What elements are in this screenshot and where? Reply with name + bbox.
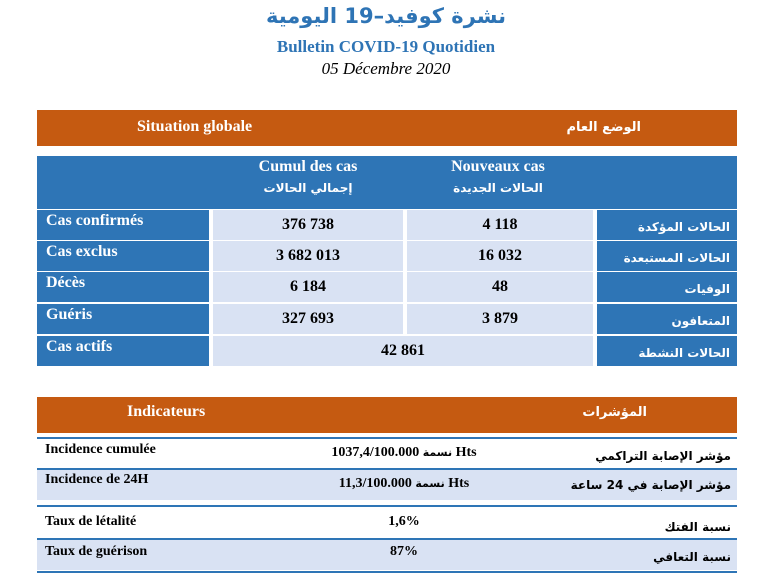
cumul-value: 3 682 013 xyxy=(213,241,403,271)
row-label-ar: الحالات المؤكدة xyxy=(597,210,737,240)
row-label-fr: Cas exclus xyxy=(37,241,209,271)
cumul-value: 327 693 xyxy=(213,304,403,334)
table-row-active xyxy=(37,336,737,366)
indicator-value xyxy=(299,445,509,461)
active-value: 42 861 xyxy=(213,336,593,366)
indicator-row xyxy=(37,540,737,570)
title-french: Bulletin COVID-19 Quotidien xyxy=(276,37,496,56)
indicators-header-bar xyxy=(37,397,737,433)
situation-title-fr: Situation globale xyxy=(137,118,253,135)
situation-header-bar xyxy=(37,110,737,146)
table-row-excluded xyxy=(37,241,737,271)
indicator-value-text: 1037,4/100.000 Hts xyxy=(331,445,477,460)
indicator-label-ar: نسبة الفتك xyxy=(664,520,731,534)
indicator-value-text: 11,3/100.000 Hts xyxy=(338,476,470,491)
row-label-ar: الوفيات xyxy=(597,272,737,302)
table-row-deaths xyxy=(37,272,737,302)
column-new-fr: Nouveaux cas xyxy=(451,158,545,175)
table-column-header xyxy=(37,156,737,209)
bulletin-date: 05 Décembre 2020 xyxy=(321,59,451,78)
new-value: 16 032 xyxy=(407,241,593,271)
new-value: 48 xyxy=(407,272,593,302)
new-value: 3 879 xyxy=(407,304,593,334)
row-label-ar: المتعافون xyxy=(597,304,737,334)
row-label-ar: الحالات النشطة xyxy=(597,336,737,366)
indicator-label-fr: Incidence cumulée xyxy=(45,442,156,457)
divider xyxy=(37,505,737,507)
column-new-ar: الحالات الجديدة xyxy=(453,181,543,195)
row-label-fr: Cas actifs xyxy=(37,336,209,366)
column-cumul xyxy=(213,156,403,195)
title-arabic: نشرة كوفيد–19 اليومية xyxy=(265,4,507,28)
indicator-label-fr: Taux de guérison xyxy=(45,544,148,559)
indicator-row xyxy=(37,440,737,468)
cumul-value: 6 184 xyxy=(213,272,403,302)
indicator-value-ar: نسمة xyxy=(422,446,453,459)
column-cumul-fr: Cumul des cas xyxy=(258,158,358,175)
row-label-fr: Décès xyxy=(37,272,209,302)
table-row-recovered xyxy=(37,304,737,334)
indicator-row xyxy=(37,470,737,500)
column-cumul-ar: إجمالي الحالات xyxy=(263,181,353,195)
indicators-title-fr: Indicateurs xyxy=(127,403,206,420)
indicator-label-ar: مؤشر الإصابة التراكمي xyxy=(595,449,731,463)
indicator-label-fr: Incidence de 24H xyxy=(45,472,149,487)
indicator-value-ar: نسمة xyxy=(415,477,445,490)
indicator-value: 1,6% xyxy=(388,514,420,529)
row-label-ar: الحالات المستبعدة xyxy=(597,241,737,271)
row-label-fr: Guéris xyxy=(37,304,209,334)
indicator-value: 87% xyxy=(390,544,418,559)
indicator-label-fr: Taux de létalité xyxy=(45,514,137,529)
indicator-label-ar: مؤشر الإصابة في 24 ساعة xyxy=(570,478,731,492)
cumul-value: 376 738 xyxy=(213,210,403,240)
table-row-confirmed xyxy=(37,210,737,240)
situation-title-ar: الوضع العام xyxy=(566,120,641,135)
indicator-row xyxy=(37,508,737,538)
indicator-label-ar: نسبة التعافي xyxy=(653,550,731,564)
divider xyxy=(37,437,737,439)
column-new xyxy=(403,156,593,195)
row-label-fr: Cas confirmés xyxy=(37,210,209,240)
indicator-value xyxy=(299,476,509,492)
new-value: 4 118 xyxy=(407,210,593,240)
indicators-title-ar: المؤشرات xyxy=(582,405,647,420)
